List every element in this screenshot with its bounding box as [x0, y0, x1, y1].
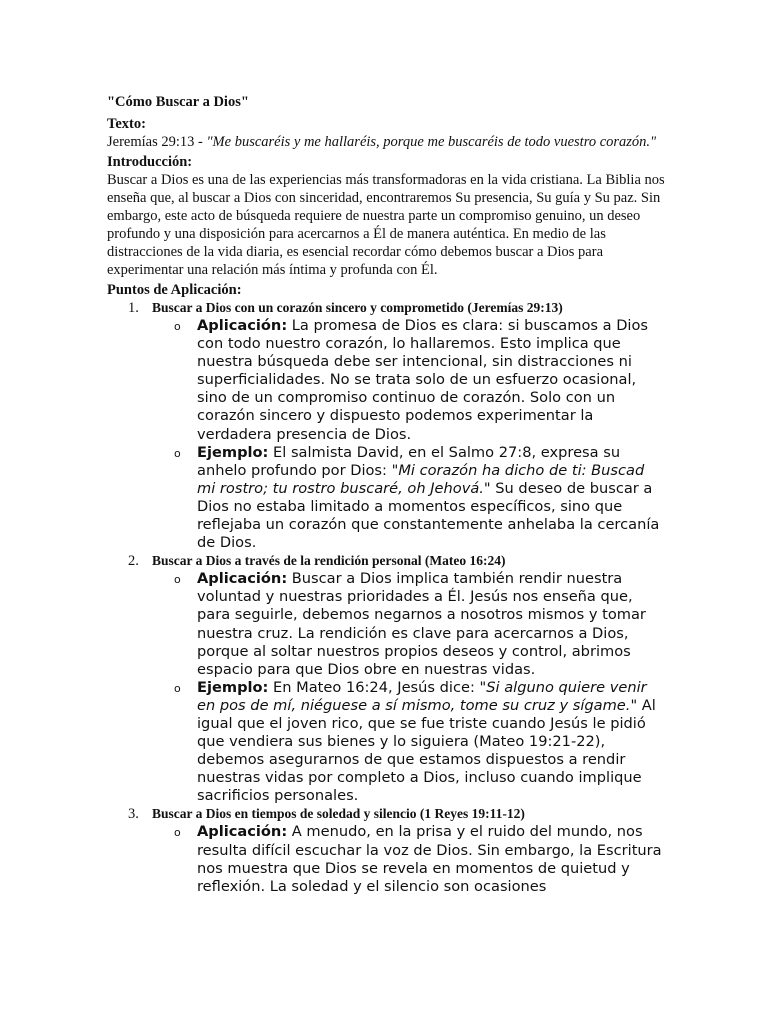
texto-quote: "Me buscaréis y me hallaréis, porque me buscaréis de todo vuestro corazón."	[206, 134, 657, 150]
point-title: Buscar a Dios con un corazón sincero y comprometido (Jeremías 29:13)	[152, 300, 563, 315]
bullet-icon: o	[174, 681, 181, 695]
ejemplo-label: Ejemplo:	[197, 678, 269, 696]
point-item	[107, 805, 667, 895]
point-sublist	[107, 317, 667, 552]
ejemplo-label: Ejemplo:	[197, 443, 269, 461]
aplicacion-text: A menudo, en la prisa y el ruido del mundo, nos resulta difícil escuchar la voz de Dios. Sin embargo, la Escritura nos muestra que Dios se revela en momentos de quietud y reflexión. La soledad y el silencio son ocasiones	[197, 823, 662, 895]
texto-verse	[107, 133, 667, 151]
aplicacion-text: La promesa de Dios es clara: si buscamos a Dios con todo nuestro corazón, lo hallaremos. Esto implica que nuestra búsqueda debe ser intencional, sin distracciones ni superficialidades. No se trata solo de un esfuerzo ocasional, sino de un compromiso continuo de corazón. Solo con un corazón sincero y dispuesto podemos experimentar la verdadera presencia de Dios.	[197, 317, 649, 443]
texto-reference: Jeremías 29:13 -	[107, 134, 207, 150]
ejemplo-text-pre: En Mateo 16:24, Jesús dice: "	[268, 678, 487, 696]
bullet-icon: o	[174, 446, 181, 460]
points-heading: Puntos de Aplicación:	[107, 282, 242, 298]
aplicacion-label: Aplicación:	[197, 823, 288, 841]
aplicacion-label: Aplicación:	[197, 570, 288, 588]
point-number: 1.	[128, 300, 139, 316]
ejemplo-text-post: " Su deseo de buscar a Dios no estaba limitado a momentos específicos, sino que reflejaba un corazón que constantemente anhelaba la cercanía de Dios.	[197, 479, 660, 552]
intro-paragraph: Buscar a Dios es una de las experiencias más transformadoras en la vida cristiana. La Biblia nos enseña que, al buscar a Dios con sinceridad, encontraremos Su presencia, Su guía y Su paz. Sin embargo, este acto de búsqueda requiere de nuestra parte un compromiso genuino, un deseo profundo y una disposición para acercarnos a Él de manera auténtica. En medio de las distracciones de la vida diaria, es esencial recordar cómo debemos buscar a Dios para experimentar una relación más íntima y profunda con Él.	[107, 172, 665, 278]
intro-heading: Introducción:	[107, 154, 193, 170]
bullet-icon: o	[174, 320, 181, 333]
document-body	[107, 93, 667, 896]
point-sublist	[107, 570, 667, 805]
point-title: Buscar a Dios en tiempos de soledad y silencio (1 Reyes 19:11-12)	[152, 806, 525, 822]
aplicacion-item	[174, 823, 667, 895]
point-item	[107, 552, 667, 805]
point-title: Buscar a Dios a través de la rendición personal (Mateo 16:24)	[152, 553, 506, 569]
ejemplo-quote: Mi corazón ha dicho de ti: Buscad mi rostro; tu rostro buscaré, oh Jehová.	[197, 461, 645, 497]
point-sublist	[107, 823, 667, 895]
bullet-icon: o	[174, 826, 181, 840]
ejemplo-text-post: " Al igual que el joven rico, que se fue triste cuando Jesús le pidió que vendiera sus bienes y lo siguiera (Mateo 19:21-22), debemos asegurarnos de que estamos dispuestos a rendir nuestras vidas por completo a Dios, incluso cuando implique sacrificios personales.	[197, 696, 656, 805]
texto-heading: Texto:	[107, 116, 146, 132]
ejemplo-text-pre: El salmista David, en el Salmo 27:8, expresa su anhelo profundo por Dios: "	[197, 443, 621, 479]
ejemplo-item	[174, 443, 667, 553]
ejemplo-item	[174, 678, 667, 806]
aplicacion-label: Aplicación:	[197, 317, 288, 334]
document-title: "Cómo Buscar a Dios"	[107, 94, 249, 110]
point-number: 3.	[128, 806, 139, 823]
points-list	[107, 299, 667, 896]
ejemplo-quote: Si alguno quiere venir en pos de mí, niéguese a sí mismo, tome su cruz y sígame.	[197, 678, 647, 714]
bullet-icon: o	[174, 573, 181, 587]
aplicacion-text: Buscar a Dios implica también rendir nuestra voluntad y nuestras prioridades a Él. Jesús nos enseña que, para seguirle, debemos negarnos a nosotros mismos y tomar nuestra cruz. La rendición es clave para acercarnos a Dios, porque al soltar nuestros propios deseos y control, abrimos espacio para que Dios obre en nuestras vidas.	[197, 570, 646, 678]
point-number: 2.	[128, 553, 139, 570]
aplicacion-item	[174, 317, 667, 444]
aplicacion-item	[174, 570, 667, 679]
point-item	[107, 299, 667, 552]
